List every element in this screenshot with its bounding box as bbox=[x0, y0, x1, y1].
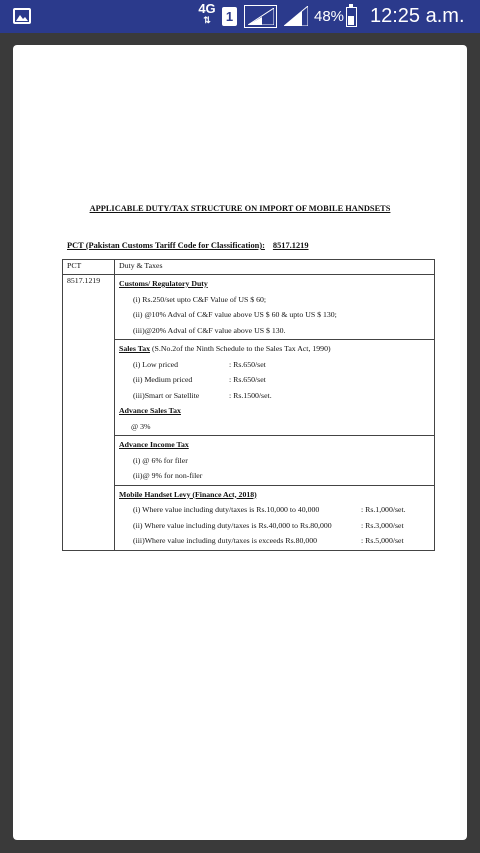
list-item: (iii)@20% Adval of C&F value above US $ 130. bbox=[133, 325, 286, 335]
sim-slot-badge: 1 bbox=[222, 7, 237, 26]
list-item: (i) Where value including duty/taxes is Rs.10,000 to 40,000 : Rs.1,000/set. bbox=[133, 505, 406, 514]
pct-code: 8517.1219 bbox=[272, 241, 309, 250]
duty-tax-table bbox=[62, 259, 435, 551]
customs-duty-cell bbox=[115, 275, 435, 340]
sales-tax-note: (S.No.2of the Ninth Schedule to the Sales Tax Act, 1990) bbox=[150, 344, 331, 353]
table-row bbox=[63, 436, 435, 486]
levy-heading: Mobile Handset Levy (Finance Act, 2018) bbox=[119, 489, 257, 499]
advance-income-tax-cell bbox=[115, 436, 435, 486]
clock-time: 12:25 a.m. bbox=[370, 5, 465, 27]
list-item: (iii)Smart or Satellite : Rs.1500/set. bbox=[133, 390, 272, 400]
battery-percent: 48% bbox=[314, 8, 345, 25]
data-arrows-icon: ⇅ bbox=[203, 15, 211, 25]
status-bar bbox=[0, 0, 480, 33]
network-type-indicator: 4G ⇅ bbox=[196, 3, 218, 25]
list-item: (i) Low priced : Rs.650/set bbox=[133, 359, 266, 369]
list-item: (ii)@ 9% for non-filer bbox=[133, 471, 203, 480]
list-item: (ii) @10% Adval of C&F value above US $ 60 & upto US $ 130; bbox=[133, 310, 337, 319]
pct-cell: 8517.1219 bbox=[63, 275, 115, 551]
list-item: (i) Rs.250/set upto C&F Value of US $ 60; bbox=[133, 294, 267, 304]
battery-icon bbox=[346, 7, 357, 27]
list-item: (iii)Where value including duty/taxes is exceeds Rs.80,000 : Rs.5,000/set bbox=[133, 536, 404, 545]
sales-tax-cell bbox=[115, 340, 435, 436]
header-pct: PCT bbox=[63, 260, 115, 275]
advance-sales-tax-heading: Advance Sales Tax bbox=[119, 406, 181, 415]
handset-levy-cell bbox=[115, 485, 435, 550]
list-item: (ii) Where value including duty/taxes is Rs.40,000 to Rs.80,000 : Rs.3,000/set bbox=[133, 520, 404, 530]
signal-strength-icon bbox=[244, 5, 277, 28]
customs-heading: Customs/ Regulatory Duty bbox=[119, 279, 208, 288]
list-item: (i) @ 6% for filer bbox=[133, 455, 188, 465]
table-row bbox=[63, 275, 435, 340]
pct-classification-line bbox=[67, 241, 309, 250]
list-item: (ii) Medium priced : Rs.650/set bbox=[133, 375, 266, 384]
table-row bbox=[63, 485, 435, 550]
gallery-notification-icon bbox=[13, 8, 31, 24]
header-duty-taxes: Duty & Taxes bbox=[115, 260, 435, 275]
document-title: APPLICABLE DUTY/TAX STRUCTURE ON IMPORT OF MOBILE HANDSETS bbox=[89, 204, 391, 213]
table-header-row bbox=[63, 260, 435, 275]
table-row bbox=[63, 340, 435, 436]
advance-income-tax-heading: Advance Income Tax bbox=[119, 440, 189, 449]
sales-tax-heading: Sales Tax bbox=[119, 344, 150, 353]
pct-label: PCT (Pakistan Customs Tariff Code for Classification): bbox=[67, 241, 265, 250]
list-item: @ 3% bbox=[131, 421, 151, 431]
signal-strength-2-icon bbox=[284, 6, 308, 26]
